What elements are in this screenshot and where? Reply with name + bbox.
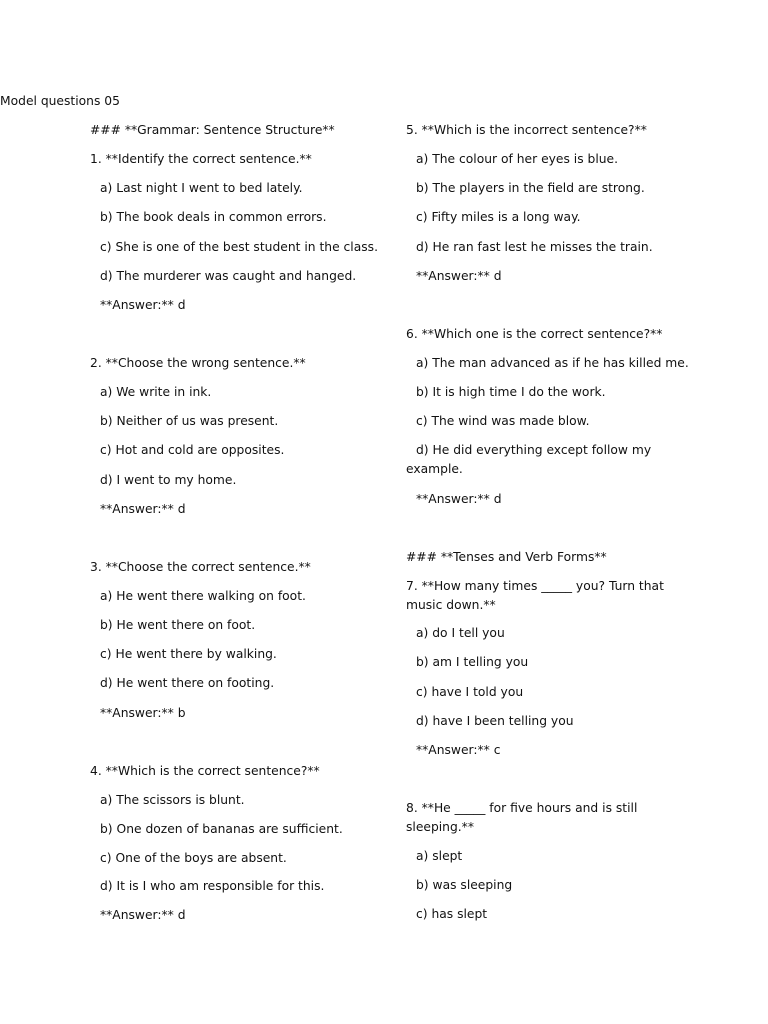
option-c: c) He went there by walking.	[100, 647, 277, 661]
section-heading-tenses: ### **Tenses and Verb Forms**	[406, 550, 607, 564]
option-c: c) Hot and cold are opposites.	[100, 443, 285, 457]
answer: **Answer:** d	[416, 492, 502, 506]
question-text: 6. **Which one is the correct sentence?**	[406, 327, 663, 341]
question-text: 5. **Which is the incorrect sentence?**	[406, 123, 647, 137]
option-c: c) She is one of the best student in the class.	[100, 240, 378, 254]
option-c: c) has slept	[416, 907, 488, 921]
answer: **Answer:** d	[416, 269, 502, 283]
option-a: a) We write in ink.	[100, 385, 212, 399]
option-d: d) have I been telling you	[416, 714, 574, 728]
option-b: b) am I telling you	[416, 655, 529, 669]
option-d: d) He did everything except follow my example.	[406, 443, 652, 476]
option-c: c) One of the boys are absent.	[100, 851, 287, 865]
option-a: a) Last night I went to bed lately.	[100, 181, 303, 195]
option-a: a) The colour of her eyes is blue.	[416, 152, 619, 166]
answer: **Answer:** b	[100, 706, 186, 720]
option-d: d) He went there on footing.	[100, 676, 275, 690]
option-d: d) He ran fast lest he misses the train.	[416, 240, 653, 254]
question-text: 3. **Choose the correct sentence.**	[90, 560, 311, 574]
answer: **Answer:** c	[416, 743, 501, 757]
option-a: a) do I tell you	[416, 626, 505, 640]
option-b: b) It is high time I do the work.	[416, 385, 606, 399]
option-b: b) The players in the field are strong.	[416, 181, 645, 195]
option-b: b) Neither of us was present.	[100, 414, 279, 428]
question-text: 4. **Which is the correct sentence?**	[90, 764, 320, 778]
option-d: d) I went to my home.	[100, 473, 237, 487]
question-text: 7. **How many times _____ you? Turn that music down.**	[406, 579, 664, 612]
option-d: d) It is I who am responsible for this.	[100, 879, 325, 893]
option-a: a) slept	[416, 849, 463, 863]
option-a: a) The scissors is blunt.	[100, 793, 245, 807]
section-heading-grammar: ### **Grammar: Sentence Structure**	[90, 123, 335, 137]
question-text: 2. **Choose the wrong sentence.**	[90, 356, 306, 370]
option-b: b) The book deals in common errors.	[100, 210, 327, 224]
answer: **Answer:** d	[100, 502, 186, 516]
option-a: a) He went there walking on foot.	[100, 589, 306, 603]
answer: **Answer:** d	[100, 908, 186, 922]
option-b: b) One dozen of bananas are sufficient.	[100, 822, 343, 836]
option-c: c) The wind was made blow.	[416, 414, 590, 428]
question-text: 8. **He _____ for five hours and is still sleeping.**	[406, 801, 638, 834]
option-c: c) have I told you	[416, 685, 524, 699]
option-b: b) He went there on foot.	[100, 618, 256, 632]
document-title: Model questions 05	[0, 94, 120, 108]
option-c: c) Fifty miles is a long way.	[416, 210, 581, 224]
option-b: b) was sleeping	[416, 878, 513, 892]
option-d: d) The murderer was caught and hanged.	[100, 269, 357, 283]
option-a: a) The man advanced as if he has killed me.	[416, 356, 689, 370]
answer: **Answer:** d	[100, 298, 186, 312]
question-text: 1. **Identify the correct sentence.**	[90, 152, 312, 166]
